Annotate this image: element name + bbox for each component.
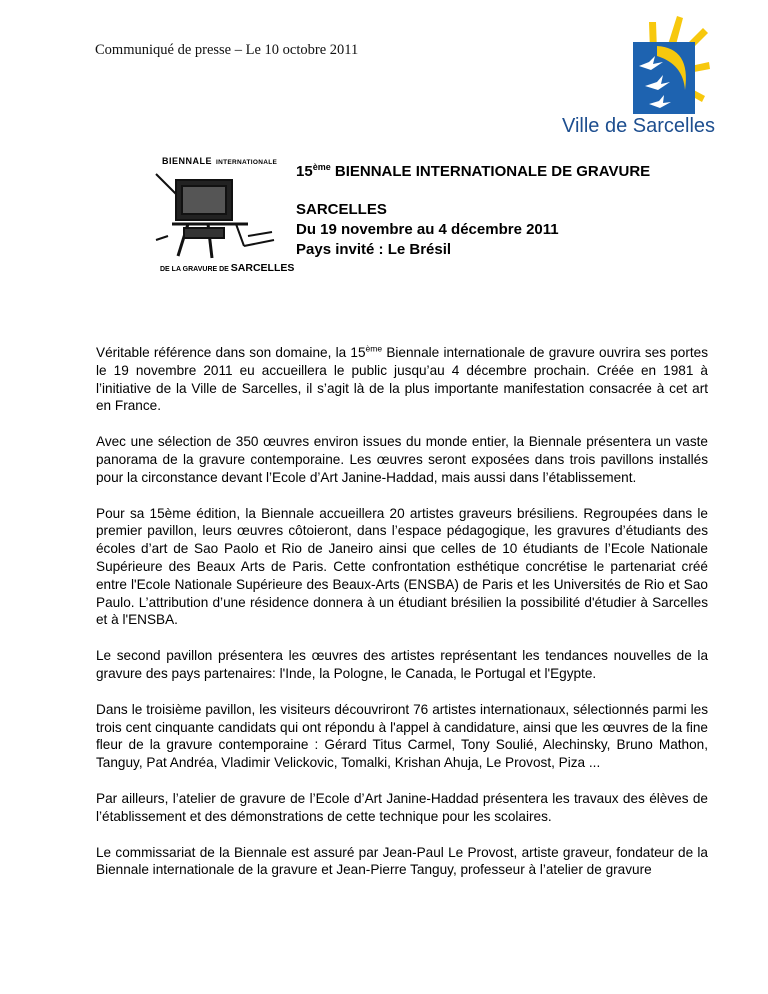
paragraph-intro-rest: Biennale internationale de gravure ouvrira ses portes le 19 novembre 2011 eu accueillera le public jusqu’au 4 décembre prochain. Créée en 1981 à l’initiative de la Ville de Sarcelles, il s’agit là de la plus importante manifestation consacrée à cet art en France. <box>96 345 708 414</box>
biennale-logo-top-text <box>162 156 277 166</box>
event-title <box>296 162 736 182</box>
paragraph-intro <box>96 344 708 415</box>
event-city: SARCELLES <box>296 201 387 218</box>
logo-caption-name: Sarcelles <box>632 115 716 137</box>
paragraph-commissariat: Le commissariat de la Biennale est assuré par Jean-Paul Le Provost, artiste graveur, fondateur de la Biennale internationale de la gravure et Jean-Pierre Tanguy, professeur à l’atelier de gravure <box>96 844 708 878</box>
printing-press-illustration-icon <box>148 166 276 262</box>
press-release-date: Communiqué de presse – Le 10 octobre 2011 <box>95 42 359 58</box>
biennale-logo-bottom-small: DE LA GRAVURE DE <box>160 266 231 273</box>
paragraph-third-pavilion: Dans le troisième pavillon, les visiteurs découvriront 76 artistes internationaux, sélectionnés parmi les trois cent cinquante candidats qui ont répondu à l'appel à candidature, ainsi que les œuvres de la fine fleur de la gravure contemporaine : Gérard Titus Carmel, Tony Soulié, Alechinsky, Bruno Mathon, Tanguy, Pat Andréa, Vladimir Velickovic, Tomalki, Krishan Ahuja, Le Provost, Piza ... <box>96 701 708 771</box>
title-rest: BIENNALE INTERNATIONALE DE GRAVURE <box>330 163 651 180</box>
biennale-logo-top-word: BIENNALE <box>162 156 213 166</box>
title-suffix: ème <box>312 162 331 172</box>
paragraph-intro-start: Véritable référence dans son domaine, la 15 <box>96 345 366 360</box>
paragraph-selection: Avec une sélection de 350 œuvres environ issues du monde entier, la Biennale présentera un vaste panorama de la gravure contemporaine. Les œuvres seront exposées dans trois pavillons installés pour la circonstance devant l’Ecole d’Art Janine-Haddad, mais aussi dans l’établissement. <box>96 434 708 485</box>
logo-caption-prefix: Ville de <box>562 115 633 137</box>
title-block <box>296 162 736 260</box>
paragraph-intro-sup: ème <box>365 343 383 354</box>
title-number: 15 <box>296 163 313 180</box>
paragraph-brazil: Pour sa 15ème édition, la Biennale accueillera 20 artistes graveurs brésiliens. Regroupées dans le premier pavillon, leurs œuvres côtoieront, dans l’espace pédagogique, les gravures d’étudiants des écoles d’art de Sao Paolo et Rio de Janeiro ainsi que celles de 10 étudiants de l’Ecole Nationale Supérieure des Beaux Arts de Paris. Cette confrontation esthétique concrétise le partenariat créé entre l'Ecole Nationale Supérieure des Beaux-Arts (ENSBA) de Paris et les Universités de Rio et Sao Paulo. L’attribution d’une résidence donnera à un étudiant brésilien la possibilité d'étudier à Sarcelles et à l'ENSBA. <box>96 505 708 628</box>
press-release-body <box>96 344 708 897</box>
biennale-logo-bottom-big: SARCELLES <box>230 262 295 274</box>
paragraph-second-pavilion: Le second pavillon présentera les œuvres des artistes représentant les tendances nouvelles de la gravure des pays partenaires: l'Inde, la Pologne, le Canada, le Portugal et l'Egypte. <box>96 648 708 681</box>
logo-caption <box>562 115 715 138</box>
paragraph-atelier: Par ailleurs, l’atelier de gravure de l’Ecole d’Art Janine-Haddad présentera les travaux des élèves de l’établissement et des démonstrations de cette technique pour les scolaires. <box>96 790 708 824</box>
biennale-logo-bottom-text <box>160 262 294 274</box>
biennale-logo <box>140 150 295 276</box>
biennale-logo-top-small: INTERNATIONALE <box>216 159 278 166</box>
event-dates: Du 19 novembre au 4 décembre 2011 <box>296 221 559 238</box>
guest-country: Pays invité : Le Brésil <box>296 241 452 258</box>
